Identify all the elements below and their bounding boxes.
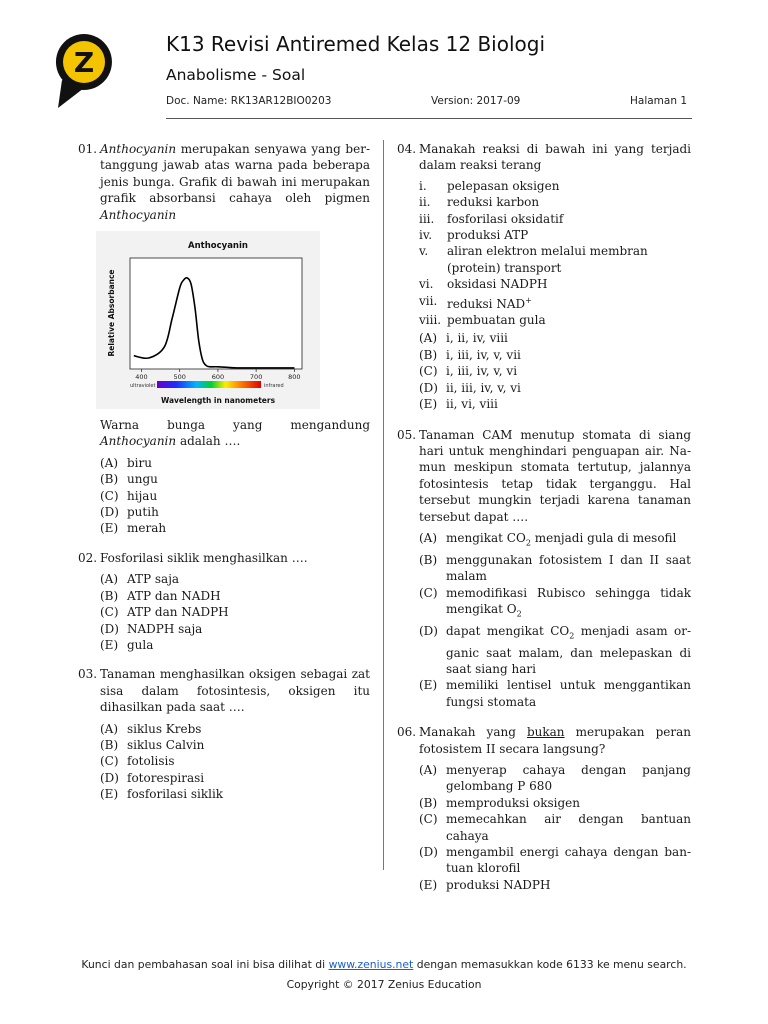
zenius-link[interactable]: www.zenius.net <box>328 958 414 971</box>
column-divider <box>383 140 384 870</box>
chart-title: Anthocyanin <box>188 241 248 252</box>
statement-item: vi. oksidasi NADPH <box>419 277 548 292</box>
option-e[interactable]: (E) produksi NADPH <box>419 877 551 892</box>
question-3-options <box>100 721 370 803</box>
option-a[interactable]: (A) i, ii, iv, viii <box>419 331 508 346</box>
question-6: 06. Manakah yang bukan merupakan peran fotosistem II secara langsung? <box>397 725 691 756</box>
statement-item: viii. pembuatan gula <box>419 313 546 328</box>
plot-area <box>130 258 302 369</box>
y-axis-label: Relative Absorbance <box>107 269 116 357</box>
option-e[interactable]: (E) gula <box>100 637 154 652</box>
option-a[interactable]: (A) mengikat $CO_2$ menjadi gula di mesofil <box>419 530 677 548</box>
option-d[interactable]: (D) fotorespirasi <box>100 770 205 785</box>
option-b[interactable]: (B) memproduksi oksigen <box>419 795 580 810</box>
option-d[interactable]: (D) mengambil energi cahaya dengan bantuan klorofil <box>419 845 691 876</box>
option-c[interactable]: (C) i, iii, iv, v, vi <box>419 364 518 379</box>
zenius-logo <box>54 32 114 110</box>
x-tick-label: 700 <box>249 373 263 382</box>
statement-item: v. aliran elektron melalui membran (protein) transport <box>419 244 648 275</box>
left-column <box>78 141 370 803</box>
option-b[interactable]: (B) ungu <box>100 472 158 487</box>
option-e[interactable]: (E) fosforilasi siklik <box>100 787 224 802</box>
anthocyanin-absorbance-chart <box>96 231 320 409</box>
question-5: 05. Tanaman CAM menutup stomata di siang hari untuk menghindari penguapan air. Namun meskipun stomata tertutup, jalannya fotosintesis tetap tidak terganggu. Hal tersebut mungkin terjadi karena tanaman tersebut dapat …. <box>397 427 691 524</box>
question-2-options <box>100 571 370 653</box>
option-a[interactable]: (A) menyerap cahaya dengan panjang gelombang P 680 <box>419 762 691 794</box>
header-divider <box>166 118 692 119</box>
question-6-options <box>419 762 691 893</box>
page-number: Halaman 1 <box>630 95 688 107</box>
x-tick-label: 500 <box>173 373 186 382</box>
question-number: 01. <box>78 142 98 156</box>
option-e[interactable]: (E) memiliki lentisel untuk menggantikan fungsi stomata <box>419 678 691 709</box>
page-subtitle: Anabolisme - Soal <box>166 66 306 84</box>
option-d[interactable]: (D) NADPH saja <box>100 621 203 636</box>
right-column <box>397 141 691 893</box>
x-tick-label: 400 <box>135 373 148 382</box>
question-2: 02. Fosforilasi siklik menghasilkan …. <box>78 550 308 565</box>
question-1-prompt: Warna bunga yang mengandung Anthocyanin adalah …. <box>100 418 370 449</box>
statement-item: iii. fosforilasi oksidatif <box>419 211 564 226</box>
question-4-statements <box>419 178 691 329</box>
option-b[interactable]: (B) menggunakan fotosistem I dan II saat malam <box>419 552 691 584</box>
statement-item: ii. reduksi karbon <box>419 195 540 210</box>
copyright: Copyright © 2017 Zenius Education <box>286 978 482 991</box>
page-title: K13 Revisi Antiremed Kelas 12 Biologi <box>166 32 546 56</box>
option-c[interactable]: (C) memodifikasi Rubisco sehingga tidak mengikat $O_2$ <box>419 585 691 619</box>
option-c[interactable]: (C) ATP dan NADPH <box>100 605 229 620</box>
statement-item: iv. produksi ATP <box>419 228 529 243</box>
visible-spectrum-bar <box>157 381 261 388</box>
option-e[interactable]: (E) merah <box>100 521 167 536</box>
infrared-label: infrared <box>264 383 284 390</box>
option-b[interactable]: (B) siklus Calvin <box>100 737 205 752</box>
x-axis-label: Wavelength in nanometers <box>160 396 276 406</box>
doc-name: Doc. Name: RK13AR12BIO0203 <box>166 95 332 107</box>
option-b[interactable]: (B) ATP dan NADH <box>100 588 221 603</box>
option-d[interactable]: (D) ii, iii, iv, v, vi <box>419 380 521 395</box>
question-4-options <box>419 330 691 412</box>
question-4: 04. Manakah reaksi di bawah ini yang terjadi dalam reaksi terang <box>397 142 691 173</box>
footer-note: Kunci dan pembahasan soal ini bisa dilihat di www.zenius.net dengan memasukkan kode 6133 ke menu search. <box>81 958 687 971</box>
question-1-options <box>100 455 370 537</box>
question-3: 03. Tanaman menghasilkan oksigen sebagai zat sisa dalam fotosintesis, oksigen itu dihasilkan pada saat …. <box>78 667 370 715</box>
doc-version: Version: 2017-09 <box>431 95 521 107</box>
logo-letter: Z <box>73 46 95 79</box>
option-a[interactable]: (A) siklus Krebs <box>100 721 202 736</box>
statement-item: i. pelepasan oksigen <box>419 178 560 193</box>
question-1 <box>78 141 370 223</box>
x-tick-label: 800 <box>288 373 301 382</box>
option-a[interactable]: (A) biru <box>100 455 152 470</box>
option-c[interactable]: (C) hijau <box>100 488 158 503</box>
x-tick-label: 600 <box>211 373 225 382</box>
option-c[interactable]: (C) memecahkan air dengan bantuan cahaya <box>419 812 691 843</box>
option-d[interactable]: (D) dapat mengikat $CO_2$ menjadi asam organic saat malam, dan melepaskan di saat siang hari <box>419 623 691 676</box>
ultraviolet-label: ultraviolet <box>130 383 156 390</box>
question-5-options <box>419 530 691 710</box>
option-d[interactable]: (D) putih <box>100 505 159 520</box>
option-b[interactable]: (B) i, iii, iv, v, vii <box>419 347 521 362</box>
option-e[interactable]: (E) ii, vi, viii <box>419 397 498 412</box>
statement-item: vii. reduksi NAD+ <box>419 293 532 311</box>
option-a[interactable]: (A) ATP saja <box>100 572 180 587</box>
option-c[interactable]: (C) fotolisis <box>100 754 175 769</box>
question-1-text: Anthocyanin merupakan senyawa yang bertanggung jawab atas warna pada beberapa jenis bunga. Grafik di bawah ini merupakan grafik absorbansi cahaya oleh pigmen Anthocyanin <box>100 142 370 222</box>
